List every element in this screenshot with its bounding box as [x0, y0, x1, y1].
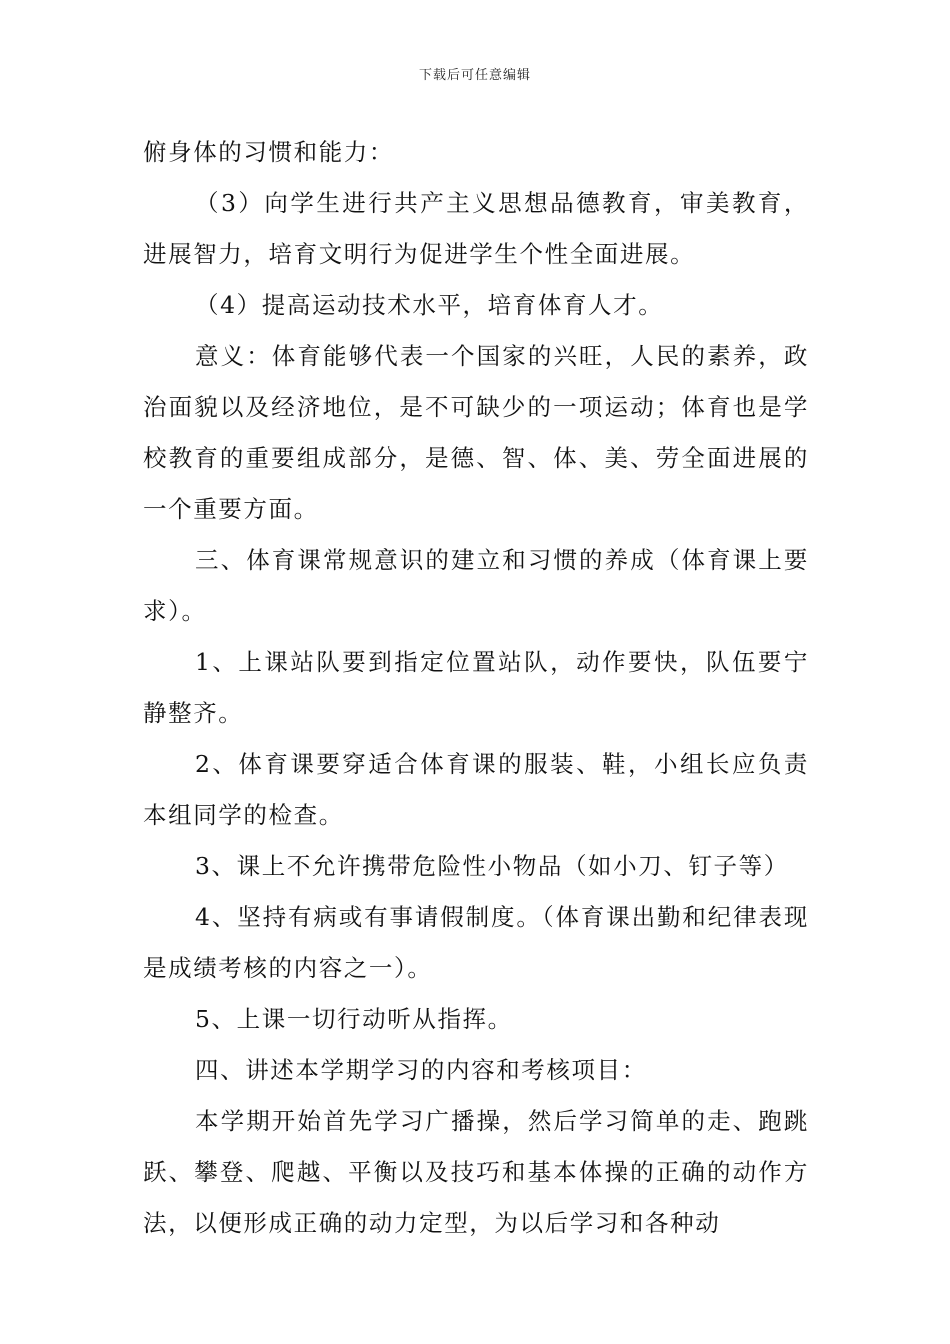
document-body	[143, 127, 809, 1249]
paragraph-7: 2、体育课要穿适合体育课的服装、鞋，小组长应负责本组同学的检查。	[143, 750, 809, 829]
paragraph-2: （3）向学生进行共产主义思想品德教育，审美教育，进展智力，培育文明行为促进学生个性全面进展。	[143, 189, 809, 268]
paragraph-5: 三、体育课常规意识的建立和习惯的养成（体育课上要求）。	[143, 546, 809, 625]
paragraph-12: 本学期开始首先学习广播操，然后学习简单的走、跑跳跃、攀登、爬越、平衡以及技巧和基本体操的正确的动作方法，以便形成正确的动力定型，为以后学习和各种动	[143, 1107, 809, 1237]
paragraph-3: （4）提高运动技术水平，培育体育人才。	[195, 291, 664, 319]
paragraph-1: 俯身体的习惯和能力：	[143, 138, 394, 166]
header-note: 下载后可任意编辑	[418, 68, 531, 83]
paragraph-6: 1、上课站队要到指定位置站队，动作要快，队伍要宁静整齐。	[143, 648, 809, 727]
paragraph-11: 四、讲述本学期学习的内容和考核项目：	[195, 1056, 647, 1084]
paragraph-4: 意义：体育能够代表一个国家的兴旺，人民的素养，政治面貌以及经济地位，是不可缺少的一项运动；体育也是学校教育的重要组成部分，是德、智、体、美、劳全面进展的一个重要方面。	[143, 342, 809, 523]
paragraph-8: 3、课上不允许携带危险性小物品（如小刀、钉子等）	[195, 852, 789, 880]
paragraph-9: 4、坚持有病或有事请假制度。（体育课出勤和纪律表现是成绩考核的内容之一）。	[143, 903, 809, 982]
paragraph-10: 5、上课一切行动听从指挥。	[195, 1005, 513, 1033]
